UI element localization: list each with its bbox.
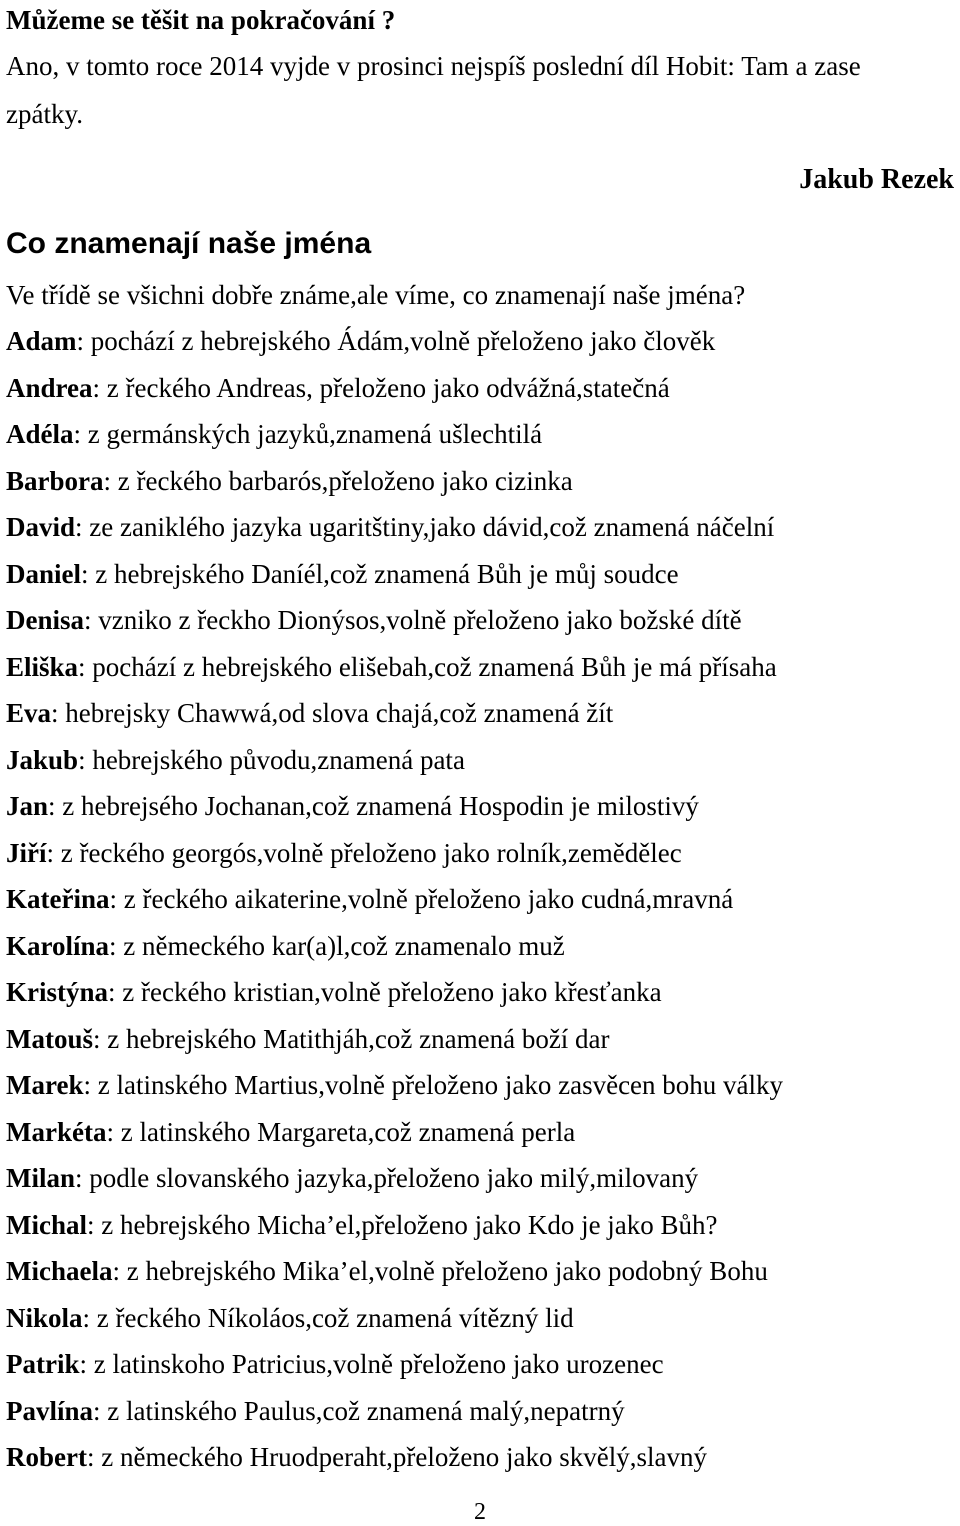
name-label: Matouš bbox=[6, 1023, 93, 1054]
name-meaning: : podle slovanského jazyka,přeloženo jako milý,milovaný bbox=[75, 1163, 699, 1193]
name-entry bbox=[6, 1348, 783, 1395]
name-label: Markéta bbox=[6, 1116, 107, 1147]
name-label: Michal bbox=[6, 1209, 87, 1240]
name-meaning: : pochází z hebrejského Ádám,volně přeloženo jako člověk bbox=[76, 326, 716, 356]
name-meaning: : z hebrejského Matithjáh,což znamená boží dar bbox=[93, 1023, 610, 1054]
name-meaning: : hebrejského původu,znamená pata bbox=[78, 744, 465, 775]
name-meaning: : z řeckého aikaterine,volně přeloženo jako cudná,mravná bbox=[109, 884, 734, 914]
section-intro: Ve třídě se všichni dobře známe,ale víme, co znamenají naše jména? bbox=[6, 280, 746, 310]
name-entry bbox=[6, 325, 783, 372]
intro-question: Můžeme se těšit na pokračování ? bbox=[6, 5, 396, 35]
name-entry bbox=[6, 930, 783, 977]
name-meaning: : z hebrejského Mika’el,volně přeloženo jako podobný Bohu bbox=[112, 1256, 768, 1286]
name-meaning: : z hebrejského Daníél,což znamená Bůh je můj soudce bbox=[81, 558, 679, 589]
name-label: Adéla bbox=[6, 419, 74, 449]
name-entry bbox=[6, 1441, 783, 1488]
name-entry bbox=[6, 1302, 783, 1349]
name-entry bbox=[6, 1255, 783, 1302]
name-entry bbox=[6, 1395, 783, 1442]
name-label: Eliška bbox=[6, 651, 79, 682]
name-meaning: : z řeckého georgós,volně přeloženo jako rolník,zemědělec bbox=[46, 837, 682, 868]
name-label: Nikola bbox=[6, 1302, 83, 1333]
name-meaning: : z řeckého kristian,volně přeloženo jako křesťanka bbox=[108, 977, 662, 1007]
name-entry bbox=[6, 1023, 783, 1070]
name-meaning: : z latinského Martius,volně přeloženo jako zasvěcen bohu války bbox=[83, 1070, 784, 1100]
name-entry bbox=[6, 697, 783, 744]
name-label: Eva bbox=[6, 698, 52, 728]
name-meaning: : z hebrejsého Jochanan,což znamená Hospodin je milostivý bbox=[48, 791, 699, 821]
name-meaning: : z řeckého barbarós,přeloženo jako cizinka bbox=[103, 465, 573, 496]
name-meaning: : z latinského Paulus,což znamená malý,nepatrný bbox=[93, 1395, 625, 1426]
name-label: Michaela bbox=[6, 1256, 113, 1286]
name-label: Milan bbox=[6, 1163, 76, 1193]
name-entry bbox=[6, 604, 783, 651]
name-label: Jakub bbox=[6, 744, 79, 775]
name-label: Jiří bbox=[6, 837, 47, 868]
name-entry bbox=[6, 1069, 783, 1116]
name-entry bbox=[6, 1162, 783, 1209]
name-meaning: : z řeckého Níkoláos,což znamená vítězný lid bbox=[82, 1302, 574, 1333]
name-meaning: : z řeckého Andreas, přeloženo jako odvážná,statečná bbox=[92, 372, 670, 403]
name-label: Denisa bbox=[6, 605, 85, 635]
article-author: Jakub Rezek bbox=[799, 164, 954, 195]
name-label: Kristýna bbox=[6, 977, 109, 1007]
name-entry bbox=[6, 372, 783, 419]
name-entry bbox=[6, 790, 783, 837]
name-label: Jan bbox=[6, 791, 49, 821]
name-entry bbox=[6, 837, 783, 884]
intro-answer-line-1: Ano, v tomto roce 2014 vyjde v prosinci nejspíš poslední díl Hobit: Tam a zase bbox=[6, 51, 861, 81]
name-meaning: : z německého kar(a)l,což znamenalo muž bbox=[109, 930, 565, 961]
name-label: Patrik bbox=[6, 1349, 80, 1379]
section-heading: Co znamenají naše jména bbox=[6, 227, 372, 260]
intro-answer-line-2: zpátky. bbox=[6, 99, 83, 129]
name-meaning: : vzniko z řeckho Dionýsos,volně přeloženo jako božské dítě bbox=[84, 605, 742, 635]
name-entry bbox=[6, 511, 783, 558]
name-label: Andrea bbox=[6, 372, 93, 403]
name-entry bbox=[6, 883, 783, 930]
name-label: Kateřina bbox=[6, 884, 110, 914]
name-entry bbox=[6, 744, 783, 791]
name-label: Barbora bbox=[6, 465, 104, 496]
page-number: 2 bbox=[474, 1499, 486, 1525]
name-entry bbox=[6, 1209, 783, 1256]
name-entry bbox=[6, 558, 783, 605]
name-entry bbox=[6, 976, 783, 1023]
name-label: Pavlína bbox=[6, 1395, 94, 1426]
name-label: Daniel bbox=[6, 558, 82, 589]
name-label: Karolína bbox=[6, 930, 110, 961]
name-meaning-list bbox=[6, 325, 783, 1488]
name-entry bbox=[6, 651, 783, 698]
name-meaning: : z německého Hruodperaht,přeloženo jako skvělý,slavný bbox=[86, 1442, 708, 1472]
name-entry bbox=[6, 465, 783, 512]
name-entry bbox=[6, 1116, 783, 1163]
name-meaning: : pochází z hebrejského elišebah,což znamená Bůh je má přísaha bbox=[78, 651, 777, 682]
name-label: Marek bbox=[6, 1070, 84, 1100]
name-meaning: : z hebrejského Micha’el,přeloženo jako Kdo je jako Bůh? bbox=[87, 1209, 718, 1240]
name-meaning: : ze zaniklého jazyka ugaritštiny,jako dávid,což znamená náčelní bbox=[75, 512, 775, 542]
name-meaning: : z latinského Margareta,což znamená perla bbox=[106, 1116, 576, 1147]
name-meaning: : z germánských jazyků,znamená ušlechtilá bbox=[73, 419, 543, 449]
name-label: Robert bbox=[6, 1442, 87, 1472]
name-meaning: : z latinskoho Patricius,volně přeloženo jako urozenec bbox=[79, 1349, 664, 1379]
name-meaning: : hebrejsky Chawwá,od slova chajá,což znamená žít bbox=[51, 698, 614, 728]
name-label: Adam bbox=[6, 326, 77, 356]
name-entry bbox=[6, 418, 783, 465]
name-label: David bbox=[6, 512, 76, 542]
